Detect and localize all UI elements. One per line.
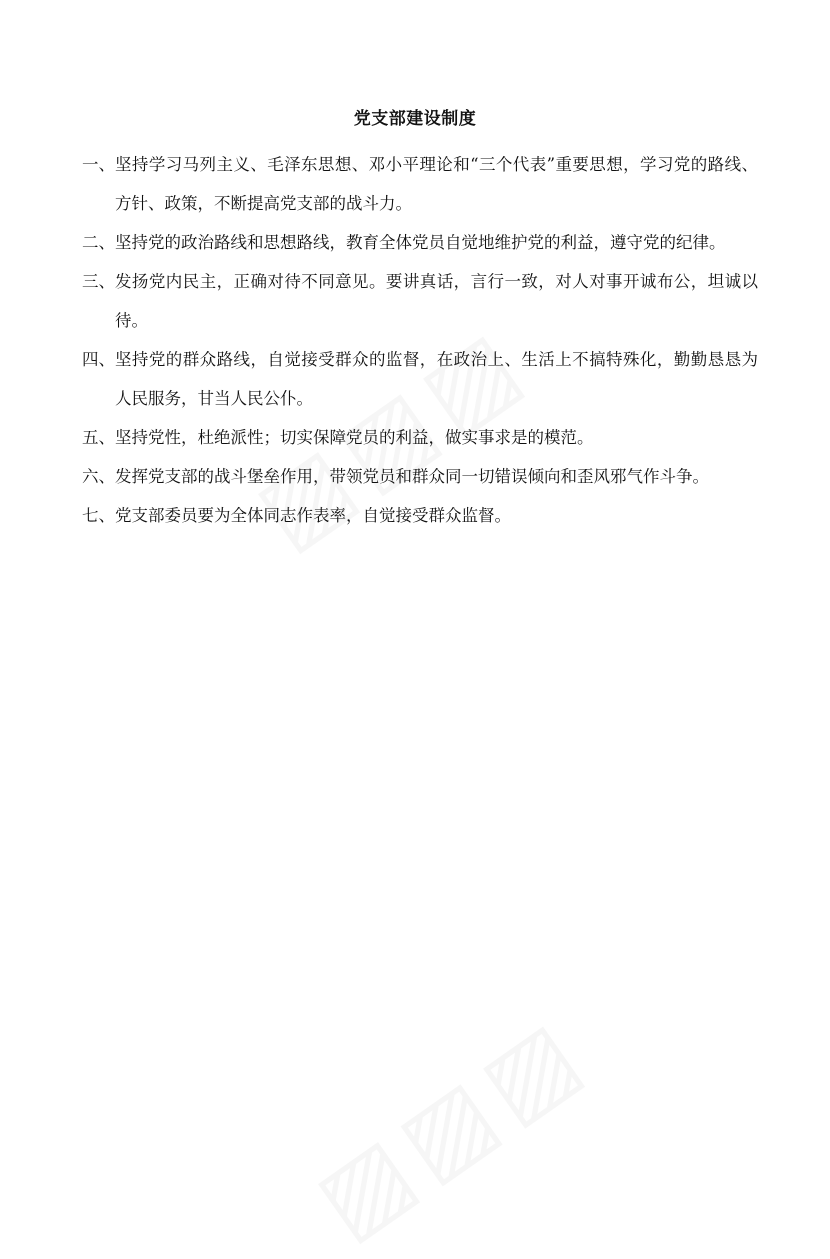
item-number: 四、: [82, 350, 115, 369]
list-item: [82, 223, 758, 262]
item-text: 坚持党性，杜绝派性；切实保障党员的利益，做实事求是的模范。: [115, 428, 594, 447]
item-text: 发扬党内民主，正确对待不同意见。要讲真话，言行一致，对人对事开诚布公，坦诚以待。: [115, 272, 758, 330]
list-item: [82, 145, 758, 223]
item-text: 发挥党支部的战斗堡垒作用，带领党员和群众同一切错误倾向和歪风邪气作斗争。: [115, 467, 709, 486]
regulation-list: [82, 145, 758, 535]
item-number: 二、: [82, 233, 115, 252]
list-item: [82, 496, 758, 535]
list-item: [82, 262, 758, 340]
list-item: [82, 340, 758, 418]
item-number: 五、: [82, 428, 115, 447]
item-text: 坚持党的群众路线，自觉接受群众的监督，在政治上、生活上不搞特殊化，勤勤恳恳为人民服务，甘当人民公仆。: [115, 350, 758, 408]
item-text: 坚持党的政治路线和思想路线，教育全体党员自觉地维护党的利益，遵守党的纪律。: [115, 233, 726, 252]
item-number: 三、: [82, 272, 115, 291]
watermark: [295, 993, 607, 1258]
list-item: [82, 457, 758, 496]
document-title: 党支部建设制度: [353, 109, 477, 129]
item-text: 坚持学习马列主义、毛泽东思想、邓小平理论和“三个代表”重要思想，学习党的路线、方针、政策，不断提高党支部的战斗力。: [115, 155, 758, 213]
list-item: [82, 418, 758, 457]
item-number: 一、: [82, 155, 115, 174]
item-number: 七、: [82, 506, 115, 525]
item-text: 党支部委员要为全体同志作表率，自觉接受群众监督。: [115, 506, 511, 525]
item-number: 六、: [82, 467, 115, 486]
